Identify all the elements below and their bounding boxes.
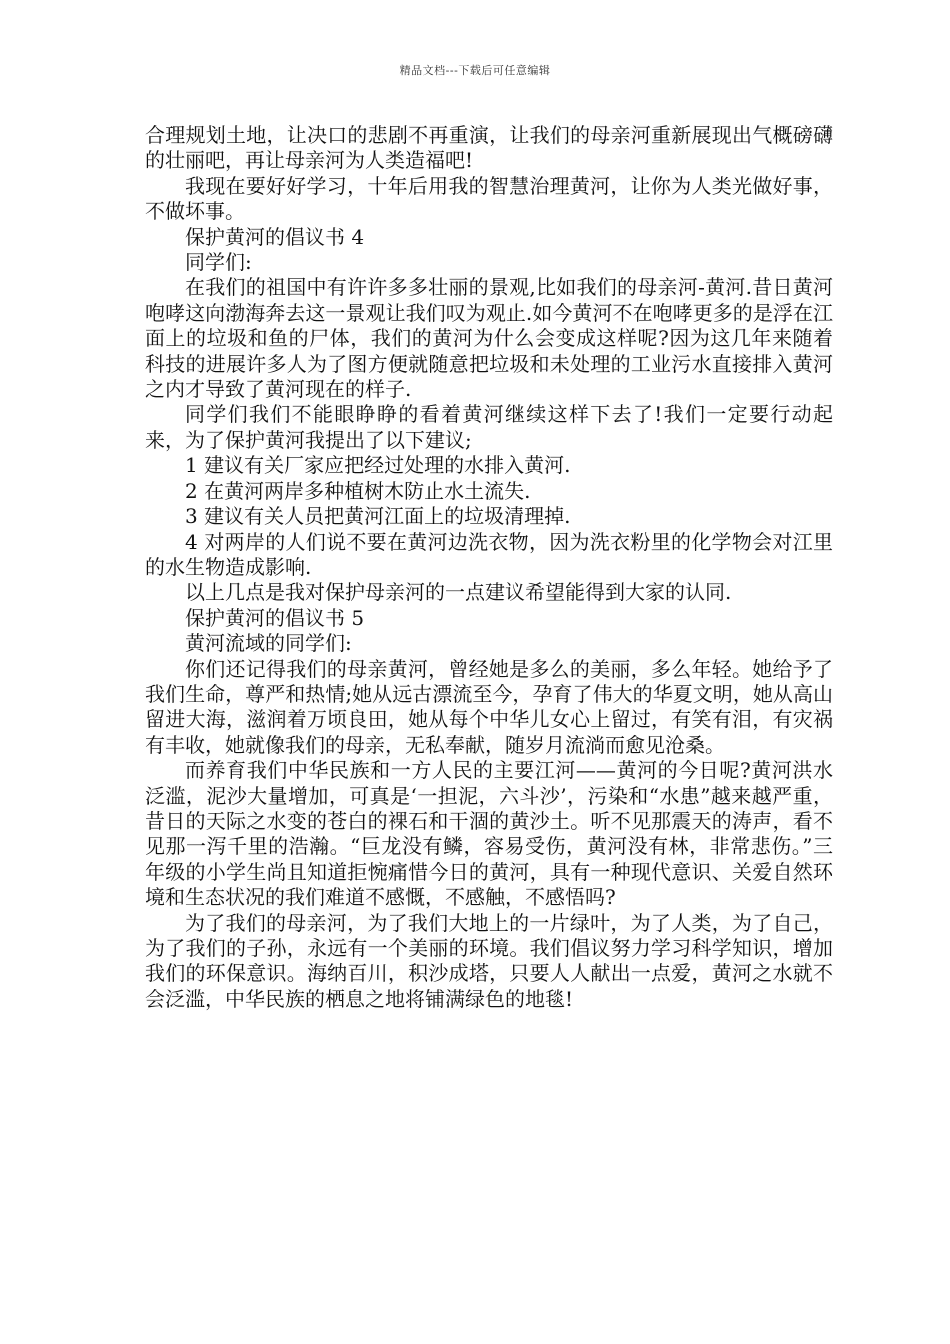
paragraph-14: 你们还记得我们的母亲黄河，曾经她是多么的美丽，多么年轻。她给予了我们生命，尊严和热情;她从远古漂流至今，孕育了伟大的华夏文明，她从高山留进大海，滋润着万顷良田，她从每个中华儿女心上留过，有笑有泪，有灾祸有丰收，她就像我们的母亲，无私奉献，随岁月流淌而愈见沧桑。 (145, 656, 833, 757)
section-title-5: 保护黄河的倡议书 5 (185, 605, 365, 630)
section-title-4: 保护黄河的倡议书 4 (185, 224, 365, 249)
suggestion-2: 2 在黄河两岸多种植树木防止水土流失. (185, 478, 531, 503)
paragraph-16: 为了我们的母亲河，为了我们大地上的一片绿叶，为了人类，为了自己，为了我们的子孙，永远有一个美丽的环境。我们倡议努力学习科学知识，增加我们的环保意识。海纳百川，积沙成塔，只要人人献出一点爱，黄河之水就不会泛滥，中华民族的栖息之地将铺满绿色的地毯! (145, 910, 833, 1011)
paragraph-2: 我现在要好好学习，十年后用我的智慧治理黄河，让你为人类光做好事，不做坏事。 (145, 173, 833, 224)
document-body (145, 123, 833, 1012)
paragraph-15: 而养育我们中华民族和一方人民的主要江河——黄河的今日呢?黄河洪水泛滥，泥沙大量增加，可真是‘一担泥，六斗沙’，污染和“水患”越来越严重，昔日的天际之水变的苍白的裸石和干涸的黄沙土。听不见那震天的涛声，看不见那一泻千里的浩瀚。“巨龙没有鳞，容易受伤，黄河没有林，非常悲伤。”三年级的小学生尚且知道拒惋痛惜今日的黄河，具有一种现代意识、关爱自然环境和生态状况的我们难道不感慨，不感触，不感悟吗? (145, 758, 833, 910)
page-header: 精品文档---下载后可任意编辑 (399, 64, 551, 77)
salutation-4: 同学们: (185, 250, 252, 275)
paragraph-11: 以上几点是我对保护母亲河的一点建议希望能得到大家的认同. (185, 580, 732, 605)
suggestion-3: 3 建议有关人员把黄河江面上的垃圾清理掉. (185, 504, 571, 529)
suggestion-4: 4 对两岸的人们说不要在黄河边洗衣物，因为洗衣粉里的化学物会对江里的水生物造成影响. (145, 529, 833, 579)
suggestion-1: 1 建议有关厂家应把经过处理的水排入黄河. (185, 453, 571, 478)
paragraph-6: 同学们我们不能眼睁睁的看着黄河继续这样下去了!我们一定要行动起来，为了保护黄河我提出了以下建议; (145, 402, 833, 452)
paragraph-1: 合理规划土地，让决口的悲剧不再重演，让我们的母亲河重新展现出气概磅礴的壮丽吧，再让母亲河为人类造福吧! (145, 123, 833, 173)
salutation-5: 黄河流域的同学们: (185, 631, 352, 656)
paragraph-5: 在我们的祖国中有许许多多壮丽的景观,比如我们的母亲河-黄河.昔日黄河咆哮这向渤海奔去这一景观让我们叹为观止.如今黄河不在咆哮更多的是浮在江面上的垃圾和鱼的尸体，我们的黄河为什么会变成这样呢?因为这几年来随着科技的进展许多人为了图方便就随意把垃圾和未处理的工业污水直接排入黄河之内才导致了黄河现在的样子. (145, 275, 833, 402)
